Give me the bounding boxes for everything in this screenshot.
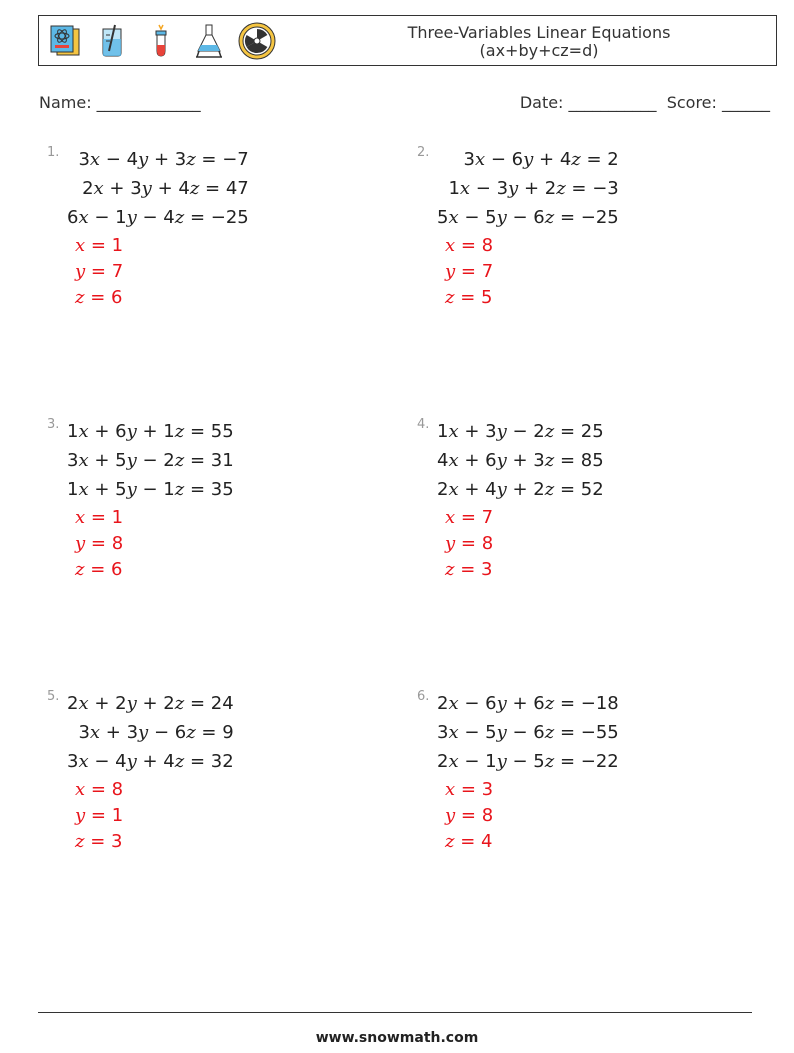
equation-term: − 2 [136, 450, 175, 471]
answer-variable: x [75, 507, 86, 528]
equation-system [67, 145, 249, 232]
equation-term: − 2 [506, 421, 545, 442]
equation-term: − 6 [485, 149, 524, 170]
equation-term: 4 [437, 450, 449, 471]
answer-block [75, 777, 123, 855]
equation-term: 3 [437, 722, 449, 743]
variable: y [496, 421, 507, 442]
answer-variable: y [75, 533, 86, 554]
answer-variable: z [75, 287, 85, 308]
answer-value: = 7 [85, 261, 124, 282]
equation-term: − 5 [458, 722, 497, 743]
equation-row [67, 417, 234, 446]
variable: x [89, 722, 101, 743]
variable: z [544, 479, 555, 500]
answer-value: = 1 [85, 507, 124, 528]
variable: x [89, 149, 101, 170]
answer-value: = 6 [84, 287, 123, 308]
variable: x [474, 149, 486, 170]
answer-value: = 8 [85, 779, 124, 800]
answer-y [75, 531, 123, 557]
worksheet-subtitle: (ax+by+cz=d) [479, 41, 599, 60]
equation-row [437, 203, 619, 232]
equation-term: 2 [67, 693, 79, 714]
answer-x [445, 505, 493, 531]
answer-value: = 4 [454, 831, 493, 852]
equation-term: = 35 [184, 479, 234, 500]
variable: z [544, 207, 555, 228]
variable: z [186, 722, 196, 743]
answer-variable: x [75, 235, 86, 256]
equation-row [437, 174, 619, 203]
variable: z [571, 149, 581, 170]
equation-term: 1 [67, 421, 79, 442]
answer-block [445, 233, 493, 311]
variable: y [126, 479, 137, 500]
equation-term: = −3 [565, 178, 619, 199]
equation-term: − 1 [458, 751, 497, 772]
problem-5 [47, 689, 387, 919]
variable: y [126, 751, 137, 772]
equation-term: + 4 [533, 149, 572, 170]
answer-x [445, 233, 493, 259]
equation-term: + 2 [136, 693, 175, 714]
variable: y [138, 149, 149, 170]
equation-term: + 3 [506, 450, 545, 471]
equation-row [67, 203, 249, 232]
variable: y [126, 421, 137, 442]
variable: x [448, 722, 459, 743]
answer-z [75, 285, 123, 311]
problem-4 [417, 417, 757, 647]
answer-z [445, 557, 493, 583]
answer-value: = 6 [84, 559, 123, 580]
equation-term: = −25 [554, 207, 619, 228]
answer-z [445, 285, 493, 311]
answer-value: = 3 [454, 559, 493, 580]
answer-block [445, 505, 493, 583]
equation-system [437, 145, 619, 232]
header-icons [45, 21, 277, 61]
variable: y [508, 178, 519, 199]
problem-number: 6. [417, 689, 430, 704]
equation-term: = 24 [184, 693, 234, 714]
answer-z [75, 557, 123, 583]
equation-row [437, 747, 619, 776]
answer-variable: x [445, 235, 456, 256]
problem-number: 5. [47, 689, 60, 704]
answer-value: = 3 [84, 831, 123, 852]
equation-term: 1 [448, 178, 460, 199]
answer-y [75, 803, 123, 829]
footer-divider [38, 1012, 752, 1013]
equation-term: = −7 [195, 149, 249, 170]
problem-number: 4. [417, 417, 430, 432]
equation-term: 2 [82, 178, 94, 199]
equation-term: = 2 [580, 149, 619, 170]
answer-block [445, 777, 493, 855]
answer-value: = 8 [85, 533, 124, 554]
variable: y [496, 207, 507, 228]
equation-term: − 1 [88, 207, 127, 228]
answer-variable: z [75, 831, 85, 852]
equation-term: − 6 [506, 207, 545, 228]
variable: y [138, 722, 149, 743]
equation-system [67, 417, 234, 504]
variable: x [78, 751, 89, 772]
answer-block [75, 233, 123, 311]
variable: y [126, 693, 137, 714]
equation-term: + 5 [88, 479, 127, 500]
equation-term: 2 [437, 693, 449, 714]
variable: z [544, 751, 555, 772]
equation-row [67, 446, 234, 475]
variable: x [93, 178, 104, 199]
equation-system [67, 689, 234, 776]
answer-value: = 1 [85, 235, 124, 256]
answer-value: = 7 [455, 261, 494, 282]
equation-row [437, 145, 619, 174]
equation-term: = −18 [554, 693, 619, 714]
equation-term: + 2 [506, 479, 545, 500]
answer-x [75, 233, 123, 259]
atom-book-icon [45, 21, 85, 61]
answer-variable: x [445, 507, 456, 528]
variable: x [78, 207, 89, 228]
equation-row [67, 475, 234, 504]
equation-term: + 6 [88, 421, 127, 442]
equation-term: 2 [437, 751, 449, 772]
equation-term: + 3 [148, 149, 187, 170]
variable: z [544, 693, 555, 714]
equation-row [67, 174, 249, 203]
date-score-field: Date: ___________ Score: ______ [519, 93, 770, 112]
variable: z [174, 421, 185, 442]
answer-z [75, 829, 123, 855]
variable: y [496, 751, 507, 772]
equation-term: = 31 [184, 450, 234, 471]
equation-system [437, 417, 604, 504]
beaker-icon [93, 21, 133, 61]
answer-y [445, 259, 493, 285]
equation-row [437, 475, 604, 504]
answer-variable: x [445, 779, 456, 800]
answer-value: = 5 [454, 287, 493, 308]
equation-term: + 6 [506, 693, 545, 714]
equation-term: 3 [67, 751, 79, 772]
equation-term: 6 [67, 207, 79, 228]
flask-icon [189, 21, 229, 61]
equation-term: 5 [437, 207, 449, 228]
equation-term: − 4 [88, 751, 127, 772]
problem-number: 1. [47, 145, 60, 160]
equation-system [437, 689, 619, 776]
variable: y [126, 450, 137, 471]
equation-term: + 3 [103, 178, 142, 199]
radiation-icon [237, 21, 277, 61]
equation-term: = 47 [199, 178, 249, 199]
equation-term: − 5 [458, 207, 497, 228]
variable: z [189, 178, 200, 199]
variable: z [544, 421, 555, 442]
answer-variable: y [445, 261, 456, 282]
footer-url: www.snowmath.com [315, 1030, 479, 1046]
variable: z [186, 149, 196, 170]
equation-row [67, 145, 249, 174]
variable: y [126, 207, 137, 228]
equation-term: + 6 [458, 450, 497, 471]
equation-term: − 4 [136, 207, 175, 228]
answer-variable: z [445, 559, 455, 580]
equation-term: − 6 [458, 693, 497, 714]
equation-term: + 4 [458, 479, 497, 500]
equation-term: = 85 [554, 450, 604, 471]
equation-row [437, 446, 604, 475]
equation-term: + 3 [100, 722, 139, 743]
variable: z [174, 751, 185, 772]
variable: y [496, 722, 507, 743]
problem-number: 2. [417, 145, 430, 160]
equation-term: 3 [78, 722, 90, 743]
variable: x [78, 693, 89, 714]
equation-term: 1 [67, 479, 79, 500]
variable: y [141, 178, 152, 199]
worksheet-header [38, 15, 777, 66]
equation-term: = 9 [195, 722, 234, 743]
equation-term: + 4 [136, 751, 175, 772]
variable: x [448, 479, 459, 500]
problem-2 [417, 145, 757, 375]
answer-variable: z [75, 559, 85, 580]
equation-row [67, 689, 234, 718]
answer-y [75, 259, 123, 285]
problem-1 [47, 145, 387, 375]
answer-value: = 1 [85, 805, 124, 826]
answer-variable: z [445, 831, 455, 852]
equation-term: = 25 [554, 421, 604, 442]
variable: z [544, 722, 555, 743]
variable: z [174, 693, 185, 714]
answer-z [445, 829, 493, 855]
variable: x [448, 450, 459, 471]
answer-x [445, 777, 493, 803]
variable: z [174, 207, 185, 228]
variable: x [459, 178, 471, 199]
equation-term: = 32 [184, 751, 234, 772]
answer-variable: y [445, 533, 456, 554]
variable: z [544, 450, 555, 471]
answer-y [445, 803, 493, 829]
variable: x [78, 421, 89, 442]
equation-term: − 4 [100, 149, 139, 170]
answer-value: = 7 [455, 507, 494, 528]
equation-term: = −25 [184, 207, 249, 228]
answer-variable: x [75, 779, 86, 800]
equation-term: 3 [67, 450, 79, 471]
answer-value: = 8 [455, 235, 494, 256]
equation-term: 3 [78, 149, 90, 170]
equation-row [437, 417, 604, 446]
equation-term: 3 [463, 149, 475, 170]
worksheet-title-block [379, 24, 699, 60]
equation-term: = −22 [554, 751, 619, 772]
answer-block [75, 505, 123, 583]
worksheet-title: Three-Variables Linear Equations [407, 23, 671, 42]
equation-row [437, 718, 619, 747]
equation-row [437, 689, 619, 718]
equation-term: + 3 [458, 421, 497, 442]
answer-variable: z [445, 287, 455, 308]
equation-term: = 52 [554, 479, 604, 500]
variable: z [174, 479, 185, 500]
variable: x [78, 479, 89, 500]
variable: x [448, 693, 459, 714]
test-tube-icon [141, 21, 181, 61]
answer-variable: y [75, 805, 86, 826]
equation-term: = 55 [184, 421, 234, 442]
equation-term: + 5 [88, 450, 127, 471]
answer-variable: y [75, 261, 86, 282]
equation-term: + 4 [151, 178, 190, 199]
answer-y [445, 531, 493, 557]
problem-6 [417, 689, 757, 919]
variable: y [523, 149, 534, 170]
equation-term: 2 [437, 479, 449, 500]
answer-variable: y [445, 805, 456, 826]
variable: z [174, 450, 185, 471]
equation-term: + 2 [518, 178, 557, 199]
equation-row [67, 718, 234, 747]
answer-x [75, 505, 123, 531]
answer-value: = 8 [455, 533, 494, 554]
variable: x [448, 421, 459, 442]
name-field: Name: _____________ [39, 93, 201, 112]
equation-term: + 2 [88, 693, 127, 714]
equation-term: − 3 [470, 178, 509, 199]
variable: z [556, 178, 566, 199]
problem-3 [47, 417, 387, 647]
variable: x [448, 751, 459, 772]
equation-term: + 1 [136, 421, 175, 442]
variable: y [496, 479, 507, 500]
answer-value: = 8 [455, 805, 494, 826]
equation-term: − 1 [136, 479, 175, 500]
equation-row [67, 747, 234, 776]
variable: x [78, 450, 89, 471]
problem-number: 3. [47, 417, 60, 432]
answer-value: = 3 [455, 779, 494, 800]
variable: y [496, 693, 507, 714]
variable: y [496, 450, 507, 471]
equation-term: − 6 [148, 722, 187, 743]
equation-term: − 5 [506, 751, 545, 772]
variable: x [448, 207, 459, 228]
equation-term: 1 [437, 421, 449, 442]
equation-term: − 6 [506, 722, 545, 743]
equation-term: = −55 [554, 722, 619, 743]
answer-x [75, 777, 123, 803]
